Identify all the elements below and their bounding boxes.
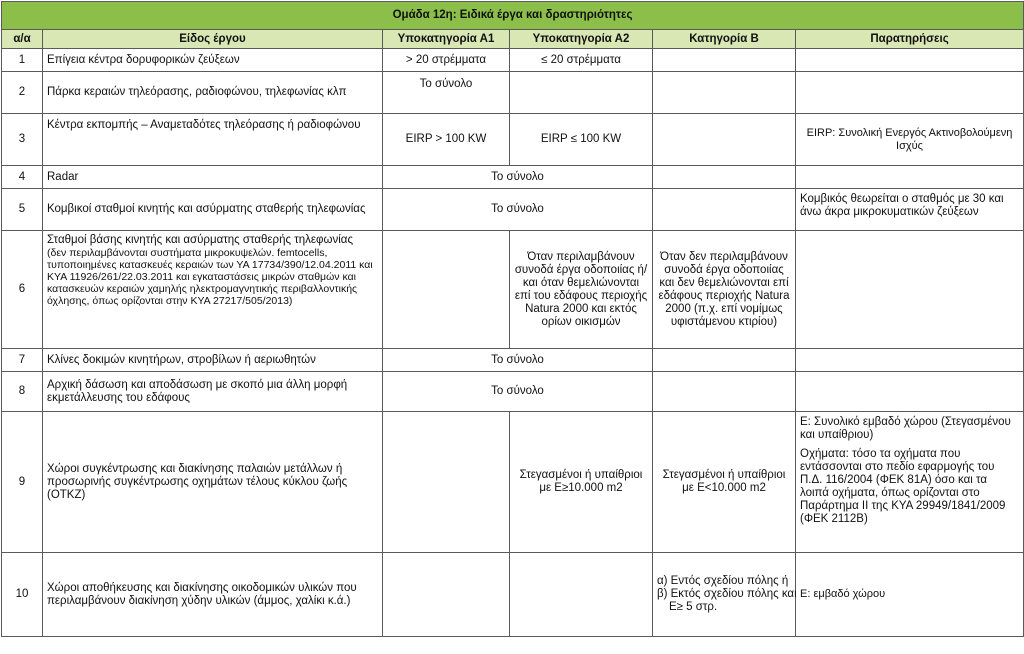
row-obs (796, 231, 1024, 349)
header-b: Κατηγορία Β (653, 30, 796, 49)
row-a1-a2: Το σύνολο (383, 166, 653, 189)
row-a1: EIRP > 100 KW (383, 114, 510, 166)
table-row (2, 231, 1024, 349)
header-obs: Παρατηρήσεις (796, 30, 1024, 49)
row-b (653, 372, 796, 412)
table-row (2, 189, 1024, 231)
row-kind: Χώροι αποθήκευσης και διακίνησης οικοδομικών υλικών που περιλαμβάνουν διακίνηση χύδην υλικών (άμμος, χαλίκι κ.ά.) (43, 553, 383, 637)
table-row (2, 49, 1024, 72)
header-aa: α/α (2, 30, 43, 49)
table-row (2, 114, 1024, 166)
row-a1: > 20 στρέμματα (383, 49, 510, 72)
row-kind: Κλίνες δοκιμών κινητήρων, στροβίλων ή αεριωθητών (43, 349, 383, 372)
row-kind-note: (δεν περιλαμβάνονται συστήματα μικροκυψελών. femtocells, τυποποιημένες κατασκευές κεραιών των ΥΑ 17734/390/12.04.2011 και ΚΥΑ 11926/261/22.03.2011 και εγκαταστάσεις μικρών σταθμών και κατασκευών κεραιών χαμηλής ηλεκτρομαγνητικής περιβαλλοντικής όχλησης, όπως ορίζονται στην ΚΥΑ 27217/505/2013) (47, 247, 373, 307)
table-row (2, 372, 1024, 412)
row-b-line-a: α) Εντός σχεδίου πόλης ή (657, 575, 789, 587)
row-number: 10 (2, 553, 43, 637)
row-obs: Κομβικός θεωρείται ο σταθμός με 30 και άνω άκρα μικροκυματικών ζεύξεων (796, 189, 1024, 231)
row-number: 8 (2, 372, 43, 412)
row-b (653, 114, 796, 166)
row-b: Όταν δεν περιλαμβάνουν συνοδά έργα οδοποιίας και δεν θεμελιώνονται επί εδάφους περιοχής Natura 2000 (π.χ. επί νομίμως υφιστάμενου κτιρίου) (653, 231, 796, 349)
row-number: 2 (2, 72, 43, 114)
row-number: 6 (2, 231, 43, 349)
row-kind: Κέντρα εκπομπής – Αναμεταδότες τηλεόρασης ή ραδιοφώνου (43, 114, 383, 166)
table-row (2, 166, 1024, 189)
table-row (2, 349, 1024, 372)
row-number: 5 (2, 189, 43, 231)
row-obs (796, 72, 1024, 114)
row-a1: Το σύνολο (383, 72, 510, 114)
row-number: 4 (2, 166, 43, 189)
row-kind: Radar (43, 166, 383, 189)
row-kind: Χώροι συγκέντρωσης και διακίνησης παλαιών μετάλλων ή προσωρινής συγκέντρωσης οχημάτων τέλους κύκλου ζωής (ΟΤΚΖ) (43, 412, 383, 553)
table-title: Ομάδα 12η: Ειδικά έργα και δραστηριότητες (2, 2, 1024, 30)
row-a2: ≤ 20 στρέμματα (510, 49, 653, 72)
row-kind: Αρχική δάσωση και αποδάσωση με σκοπό μια άλλη μορφή εκμετάλλευσης του εδάφους (43, 372, 383, 412)
header-a1: Υποκατηγορία Α1 (383, 30, 510, 49)
row-obs (796, 412, 1024, 553)
row-obs-vehicles-note: Οχήματα: τόσο τα οχήματα που εντάσσονται στο πεδίο εφαρμογής του Π.Δ. 116/2004 (ΦΕΚ 81Α) όσο και τα λοιπά οχήματα, όπως ορίζονται στο Παράρτημα ΙΙ της ΚΥΑ 29949/1841/2009 (ΦΕΚ 2112Β) (800, 448, 1006, 525)
row-number: 1 (2, 49, 43, 72)
table-row (2, 412, 1024, 553)
table-row (2, 72, 1024, 114)
row-a2 (510, 553, 653, 637)
header-a2: Υποκατηγορία Α2 (510, 30, 653, 49)
row-b-line-b: β) Εκτός σχεδίου πόλης και (657, 588, 797, 600)
table-row (2, 553, 1024, 637)
row-a1-a2: Το σύνολο (383, 189, 653, 231)
header-kind: Είδος έργου (43, 30, 383, 49)
row-a1-a2: Το σύνολο (383, 372, 653, 412)
row-b (653, 349, 796, 372)
row-obs (796, 166, 1024, 189)
row-a1 (383, 412, 510, 553)
row-kind: Επίγεια κέντρα δορυφορικών ζεύξεων (43, 49, 383, 72)
row-a1-a2: Το σύνολο (383, 349, 653, 372)
row-b (653, 166, 796, 189)
row-kind: Κομβικοί σταθμοί κινητής και ασύρματης σταθερής τηλεφωνίας (43, 189, 383, 231)
projects-table (1, 1, 1024, 637)
row-kind: Πάρκα κεραιών τηλεόρασης, ραδιοφώνου, τηλεφωνίας κλπ (43, 72, 383, 114)
row-number: 7 (2, 349, 43, 372)
row-a2 (510, 72, 653, 114)
row-a2: Στεγασμένοι ή υπαίθριοι με Ε≥10.000 m2 (510, 412, 653, 553)
row-obs (796, 49, 1024, 72)
row-number: 3 (2, 114, 43, 166)
row-a1 (383, 231, 510, 349)
row-b (653, 189, 796, 231)
row-number: 9 (2, 412, 43, 553)
row-b (653, 553, 796, 637)
row-obs: EIRP: Συνολική Ενεργός Ακτινοβολούμενη Ισχύς (796, 114, 1024, 166)
row-b (653, 72, 796, 114)
row-a1 (383, 553, 510, 637)
row-kind (43, 231, 383, 349)
row-b-line-c: Ε≥ 5 στρ. (669, 601, 718, 613)
row-kind-title: Σταθμοί βάσης κινητής και ασύρματης σταθερής τηλεφωνίας (47, 234, 353, 246)
row-b (653, 49, 796, 72)
table-title-row (2, 2, 1024, 30)
table-header-row (2, 30, 1024, 49)
row-obs (796, 349, 1024, 372)
row-a2: EIRP ≤ 100 KW (510, 114, 653, 166)
row-a2: Όταν περιλαμβάνουν συνοδά έργα οδοποιίας ή/και όταν θεμελιώνονται επί του εδάφους περιοχής Natura 2000 και εκτός ορίων οικισμών (510, 231, 653, 349)
row-obs-area-note: Ε: Συνολικό εμβαδό χώρου (Στεγασμένου και υπαίθριου) (800, 416, 1011, 441)
row-obs (796, 372, 1024, 412)
row-obs: Ε: εμβαδό χώρου (796, 553, 1024, 637)
row-b: Στεγασμένοι ή υπαίθριοι με Ε<10.000 m2 (653, 412, 796, 553)
